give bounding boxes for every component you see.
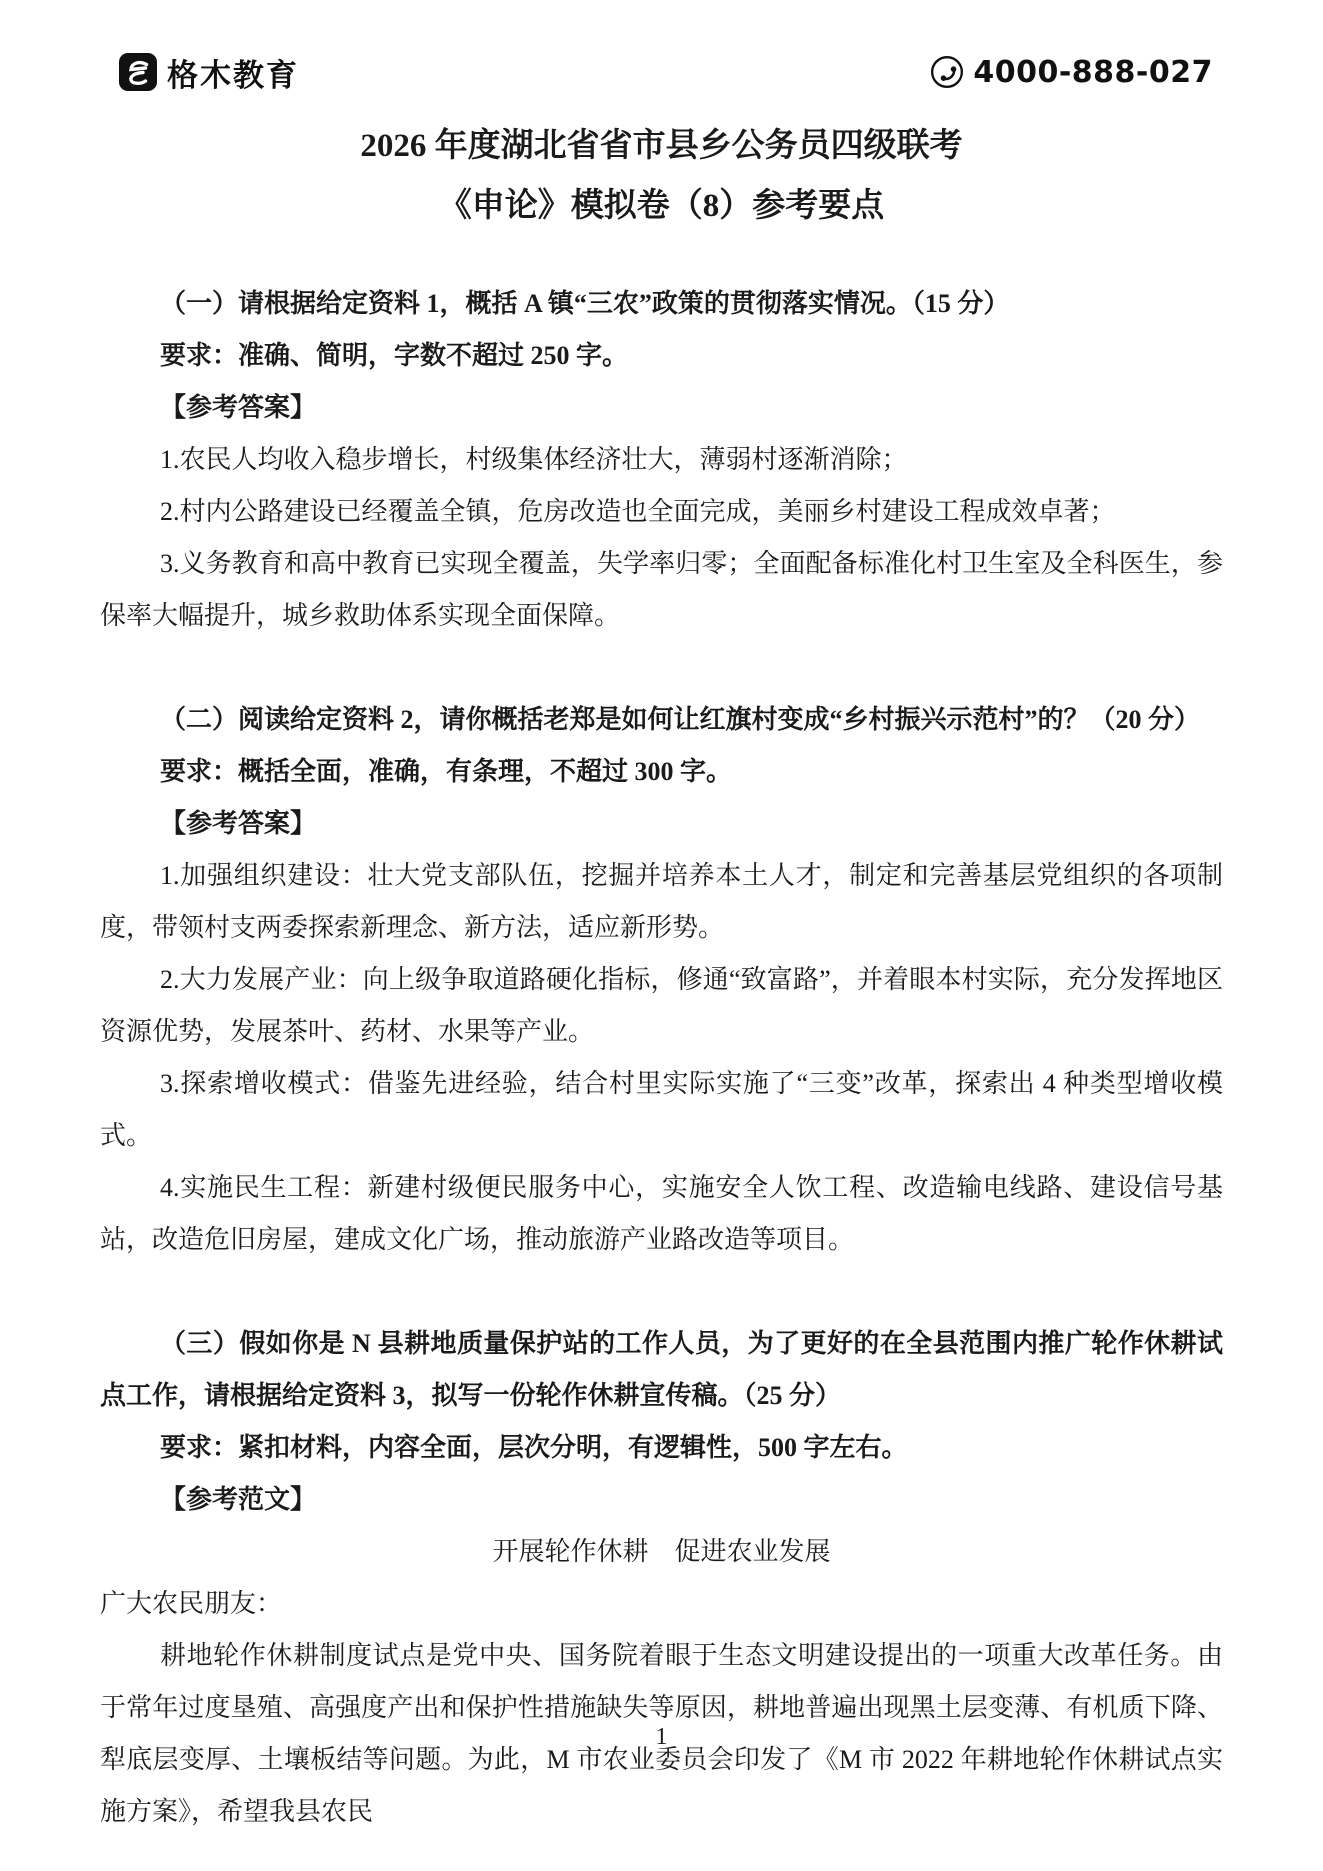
title-line-2: 《申论》模拟卷（8）参考要点 — [438, 188, 885, 224]
essay-salutation: 广大农民朋友： — [100, 1589, 283, 1618]
question-2: （二）阅读给定资料 2，请你概括老郑是如何让红旗村变成“乡村振兴示范村”的？（20 分） — [160, 705, 1201, 734]
answer-item: 4.实施民生工程：新建村级便民服务中心，实施安全人饮工程、改造输电线路、建设信号基站，改造危旧房屋，建成文化广场，推动旅游产业路改造等项目。 — [100, 1173, 1223, 1254]
section-2 — [100, 694, 1223, 1266]
question-3: （三）假如你是 N 县耕地质量保护站的工作人员，为了更好的在全县范围内推广轮作休耕试点工作，请根据给定资料 3，拟写一份轮作休耕宣传稿。（25 分） — [100, 1329, 1223, 1410]
answer-item: 3.义务教育和高中教育已实现全覆盖，失学率归零；全面配备标准化村卫生室及全科医生，参保率大幅提升，城乡救助体系实现全面保障。 — [100, 549, 1223, 630]
phone-number: 4000-888-027 — [973, 54, 1213, 90]
document-body — [100, 278, 1223, 1838]
answer-item: 2.村内公路建设已经覆盖全镇，危房改造也全面完成，美丽乡村建设工程成效卓著； — [160, 497, 1116, 526]
phone-icon — [929, 54, 965, 90]
answer-item: 2.大力发展产业：向上级争取道路硬化指标，修通“致富路”，并着眼本村实际，充分发挥地区资源优势，发展茶叶、药材、水果等产业。 — [100, 965, 1223, 1046]
brand-name: 格木教育 — [167, 57, 299, 93]
title-line-1: 2026 年度湖北省省市县乡公务员四级联考 — [360, 128, 963, 164]
requirement-1: 要求：准确、简明，字数不超过 250 字。 — [160, 341, 629, 370]
question-1: （一）请根据给定资料 1，概括 A 镇“三农”政策的贯彻落实情况。（15 分） — [160, 289, 1010, 318]
answer-header-3: 【参考范文】 — [160, 1485, 317, 1514]
answer-item: 1.农民人均收入稳步增长，村级集体经济壮大，薄弱村逐渐消除； — [160, 445, 908, 474]
answer-item: 3.探索增收模式：借鉴先进经验，结合村里实际实施了“三变”改革，探索出 4 种类型增收模式。 — [100, 1069, 1223, 1150]
section-3 — [100, 1318, 1223, 1838]
page-header — [100, 48, 1223, 96]
requirement-3: 要求：紧扣材料，内容全面，层次分明，有逻辑性，500 字左右。 — [160, 1433, 908, 1462]
gemu-logo-icon — [118, 52, 158, 92]
answer-item: 1.加强组织建设：壮大党支部队伍，挖掘并培养本土人才，制定和完善基层党组织的各项制度，带领村支两委探索新理念、新方法，适应新形势。 — [100, 861, 1223, 942]
requirement-2: 要求：概括全面，准确，有条理，不超过 300 字。 — [160, 757, 733, 786]
brand — [118, 50, 299, 95]
answer-header-2: 【参考答案】 — [160, 809, 317, 838]
document-title — [100, 116, 1223, 236]
answer-header-1: 【参考答案】 — [160, 393, 317, 422]
page-number: 1 — [655, 1724, 668, 1750]
essay-paragraph: 耕地轮作休耕制度试点是党中央、国务院着眼于生态文明建设提出的一项重大改革任务。由于常年过度垦殖、高强度产出和保护性措施缺失等原因，耕地普遍出现黑土层变薄、有机质下降、犁底层变厚、土壤板结等问题。为此，M 市农业委员会印发了《M 市 2022 年耕地轮作休耕试点实施方案》，希望我县农民 — [100, 1641, 1223, 1826]
section-1 — [100, 278, 1223, 642]
contact-phone — [929, 54, 1213, 90]
essay-title: 开展轮作休耕 促进农业发展 — [492, 1537, 831, 1566]
